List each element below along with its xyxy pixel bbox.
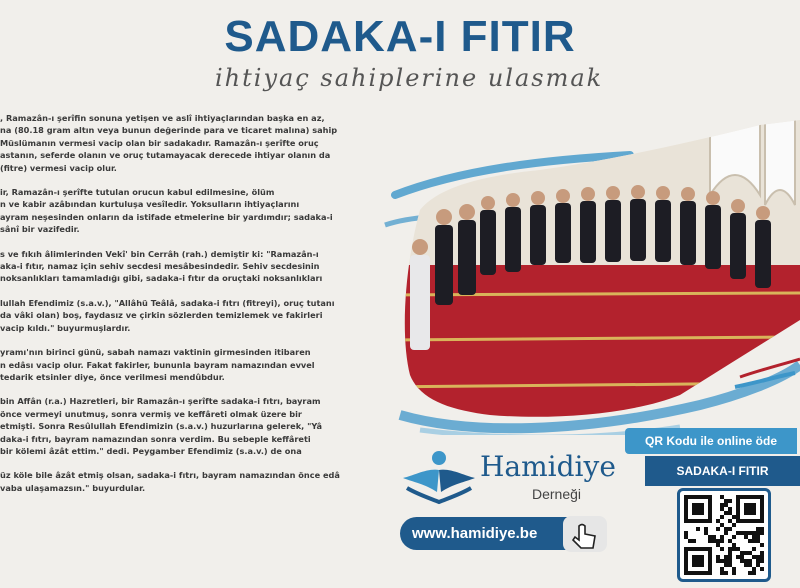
article-line: da vâki olan) boş, faydasız ve çirkin sözlerden temizlemek ve fakirleri bbox=[0, 310, 323, 321]
page-subtitle: ihtiyaç sahiplerine ulasmak bbox=[215, 64, 604, 92]
article-line: etmişti. Sonra Resûlullah Efendimizin (s.a.v.) huzurlarına gelerek, "Yâ bbox=[0, 421, 323, 432]
qr-payment-label: SADAKA-I FITIR bbox=[645, 456, 800, 486]
article-line: aka-i fıtır, namaz için sehiv secdesi mesâbesindedir. Sehiv secdesinin bbox=[0, 261, 320, 272]
org-name: Hamidiye bbox=[480, 450, 616, 483]
hand-pointer-icon bbox=[563, 516, 607, 552]
qr-code[interactable] bbox=[677, 488, 771, 582]
article-line: vaba ulaşamazsın." buyurdular. bbox=[0, 482, 146, 493]
article-line: n ve kabir azâbından kurtuluşa vesîledir. Yoksulların ihtiyaçlarını bbox=[0, 199, 300, 210]
article-line: (fitre) vermesi vacip olur. bbox=[0, 162, 117, 173]
page-title: SADAKA-I FITIR bbox=[224, 12, 576, 61]
article-line: s ve fıkıh âlimlerinden Vekî' bin Cerrâh (rah.) demiştir ki: "Ramazân-ı bbox=[0, 248, 319, 259]
article-line: lullah Efendimiz (s.a.v.), "Allâhü Teâlâ, sadaka-i fıtrı (fitreyi), oruç tutanı bbox=[0, 297, 335, 308]
article-paragraph bbox=[0, 112, 372, 174]
article-line: na (80.18 gram altın veya bunun değerinde para ve ticaret malına) sahip bbox=[0, 125, 338, 136]
group-photo bbox=[380, 115, 800, 435]
article-paragraph bbox=[0, 297, 372, 334]
article-line: Müslümanın vermesi vacip olan bir sadakadır. Ramazân-ı şerîfte oruç bbox=[0, 137, 319, 148]
article-body bbox=[0, 112, 372, 506]
article-line: vacip kıldı." buyurmuşlardır. bbox=[0, 322, 131, 333]
article-line: sânî bir vazifedir. bbox=[0, 224, 80, 235]
article-line: noksanlıkları tamamladığı gibi, sadaka-i fıtır da oruçtaki noksanlıkları bbox=[0, 273, 323, 284]
article-line: bin Affân (r.a.) Hazretleri, bir Ramazân-ı şerîfte sadaka-i fıtrı, bayram bbox=[0, 396, 321, 407]
article-line: önce vermeyi unutmuş, sonra vermiş ve keffâreti olmak üzere bir bbox=[0, 408, 302, 419]
article-paragraph bbox=[0, 395, 372, 457]
article-line: ayram neşesinden onların da istifade etmelerine bir yardımdır; sadaka-i bbox=[0, 211, 333, 222]
article-paragraph bbox=[0, 248, 372, 285]
website-url: www.hamidiye.be bbox=[412, 525, 538, 542]
article-line: n edâsı vacip olur. Fakat fakirler, bununla bayram namazından evvel bbox=[0, 359, 315, 370]
article-line: yramı'nın birinci günü, sabah namazı vaktinin girmesinden itibaren bbox=[0, 347, 311, 358]
article-paragraph bbox=[0, 186, 372, 236]
article-line: , Ramazân-ı şerîfin sonuna yetişen ve aslî ihtiyaçlarından başka en az, bbox=[0, 113, 325, 123]
article-line: bir kölemi âzât ettim." dedi. Peygamber Efendimiz (s.a.v.) de ona bbox=[0, 445, 302, 456]
article-paragraph bbox=[0, 469, 372, 494]
article-paragraph bbox=[0, 346, 372, 383]
article-line: tedarik etsinler diye, önce verilmesi mendûbdur. bbox=[0, 371, 225, 382]
article-line: ir, Ramazân-ı şerîfte tutulan orucun kabul edilmesine, ölüm bbox=[0, 187, 275, 198]
article-line: üz köle bile âzât etmiş olsan, sadaka-i fıtrı, bayram namazından önce edâ bbox=[0, 470, 340, 481]
article-line: astanın, seferde olanın ve oruç tutamayacak derecede ihtiyar olanın da bbox=[0, 150, 331, 161]
qr-code-icon bbox=[680, 491, 768, 579]
article-line: daka-i fıtrı, bayram namazından sonra verdim. Bu sebeple keffâreti bbox=[0, 433, 311, 444]
org-subtitle: Derneği bbox=[532, 486, 582, 502]
qr-payment-title: QR Kodu ile online öde bbox=[625, 428, 797, 454]
